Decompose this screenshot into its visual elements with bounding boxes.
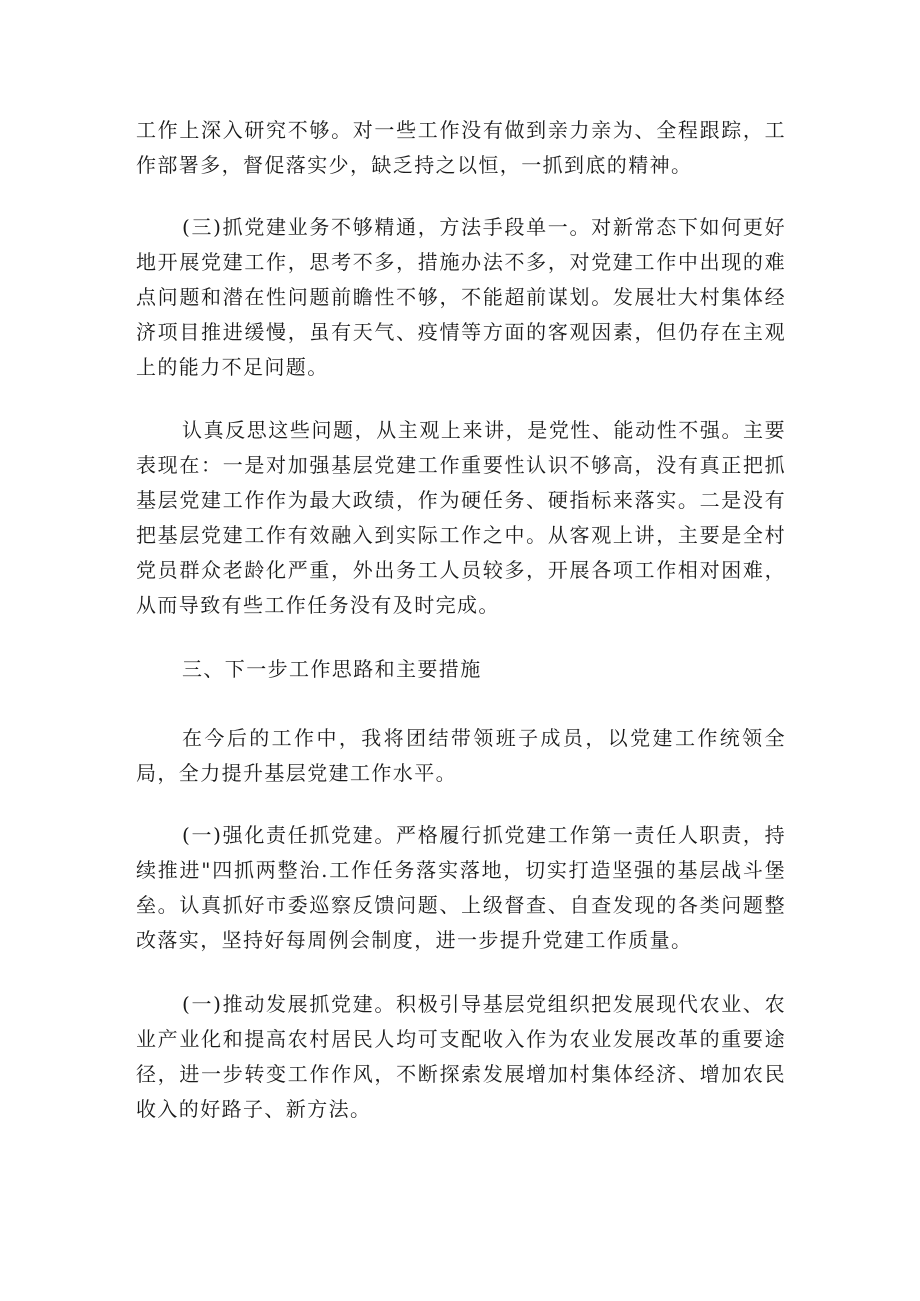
paragraph-continuation: 工作上深入研究不够。对一些工作没有做到亲力亲为、全程跟踪，工作部署多，督促落实少，缺乏持之以恒，一抓到底的精神。	[136, 118, 786, 177]
paragraph-reflection: 认真反思这些问题，从主观上来讲，是党性、能动性不强。主要表现在：一是对加强基层党建工作重要性认识不够高，没有真正把抓基层党建工作作为最大政绩，作为硬任务、硬指标来落实。二是没有把基层党建工作有效融入到实际工作之中。从客观上讲，主要是全村党员群众老龄化严重，外出务工人员较多，开展各项工作相对困难，从而导致有些工作任务没有及时完成。	[136, 418, 786, 617]
paragraph-measure-development: (一)推动发展抓党建。积极引导基层党组织把发展现代农业、农业产业化和提高农村居民人均可支配收入作为农业发展改革的重要途径，进一步转变工作作风，不断探索发展增加村集体经济、增加农民收入的好路子、新方法。	[136, 992, 786, 1121]
section-heading: 三、下一步工作思路和主要措施	[182, 657, 482, 681]
paragraph-intro-measures: 在今后的工作中，我将团结带领班子成员，以党建工作统领全局，全力提升基层党建工作水平。	[136, 726, 786, 785]
paragraph-measure-responsibility: (一)强化责任抓党建。严格履行抓党建工作第一责任人职责，持续推进"四抓两整治.工作任务落实落地，切实打造坚强的基层战斗堡垒。认真抓好市委巡察反馈问题、上级督查、自查发现的各类问题整改落实，坚持好每周例会制度，进一步提升党建工作质量。	[136, 823, 786, 952]
paragraph-item-three: (三)抓党建业务不够精通，方法手段单一。对新常态下如何更好地开展党建工作，思考不多，措施办法不多，对党建工作中出现的难点问题和潜在性问题前瞻性不够，不能超前谋划。发展壮大村集体经济项目推进缓慢，虽有天气、疫情等方面的客观因素，但仍存在主观上的能力不足问题。	[136, 215, 786, 379]
